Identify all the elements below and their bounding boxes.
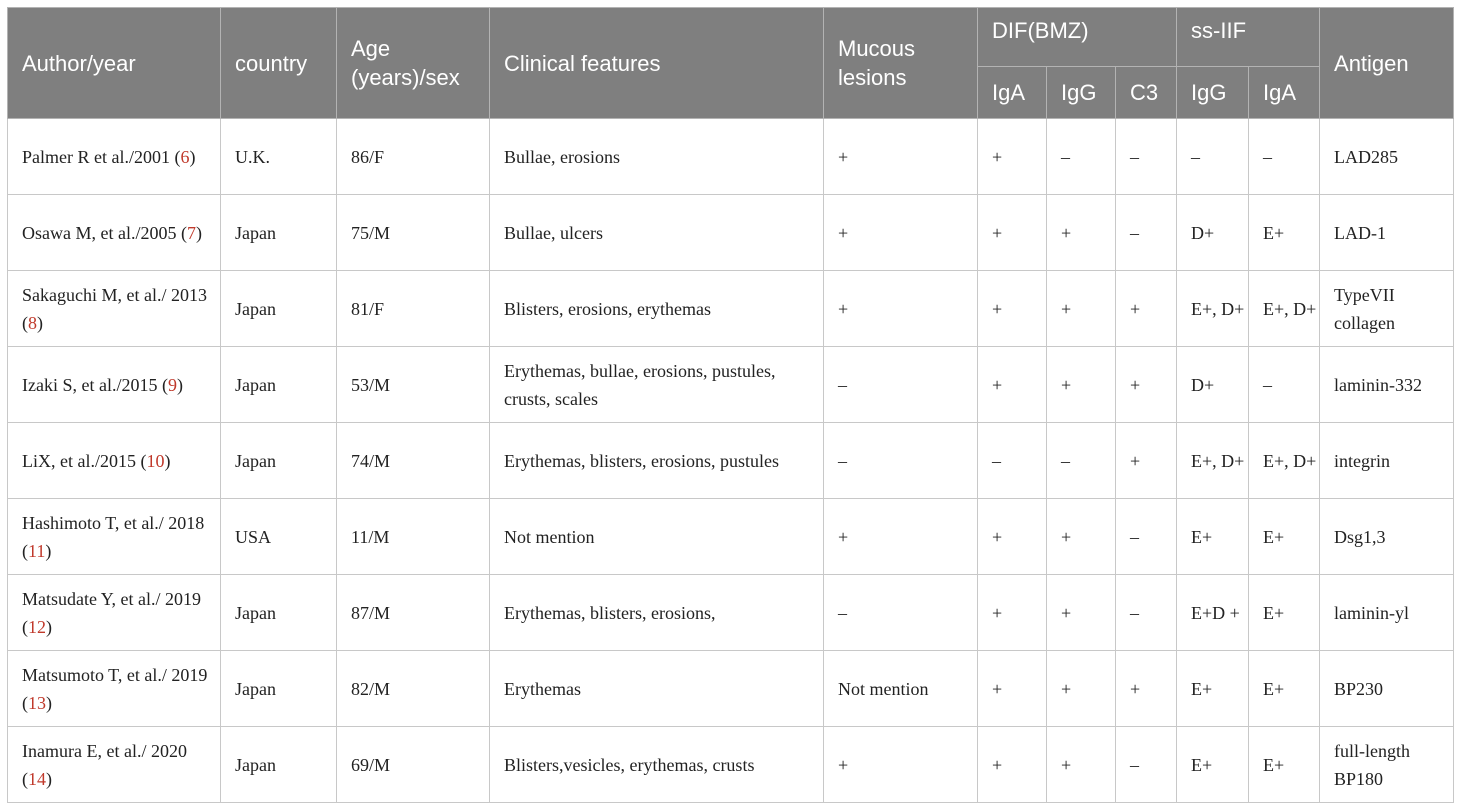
reference-link[interactable]: 8: [28, 312, 37, 333]
cell-antigen: laminin-yl: [1320, 575, 1454, 651]
cell-country: Japan: [221, 195, 337, 271]
cell-ss-iga: E+: [1249, 651, 1320, 727]
table-row: [8, 271, 1454, 347]
cell-antigen: LAD285: [1320, 119, 1454, 195]
reference-link[interactable]: 7: [186, 222, 196, 243]
header-clinical-features: Clinical features: [490, 8, 824, 119]
cell-ss-iga: E+: [1249, 575, 1320, 651]
cell-clinical: Bullae, ulcers: [490, 195, 824, 271]
cell-age: 81/F: [337, 271, 490, 347]
cell-ss-igg: –: [1177, 119, 1249, 195]
cell-country: U.K.: [221, 119, 337, 195]
cell-ss-iga: E+: [1249, 499, 1320, 575]
author-text-close: ): [46, 692, 52, 713]
case-table: [7, 7, 1454, 803]
cell-dif-igg: –: [1047, 423, 1116, 499]
cell-dif-iga: +: [978, 271, 1047, 347]
cell-dif-igg: +: [1047, 727, 1116, 803]
cell-dif-igg: +: [1047, 347, 1116, 423]
cell-antigen: integrin: [1320, 423, 1454, 499]
author-text-close: ): [45, 540, 52, 561]
cell-age: 11/M: [337, 499, 490, 575]
cell-dif-igg: +: [1047, 651, 1116, 727]
cell-dif-c3: –: [1116, 727, 1177, 803]
reference-link[interactable]: 6: [180, 146, 190, 167]
cell-author: [8, 347, 221, 423]
cell-dif-iga: +: [978, 651, 1047, 727]
header-dif-iga: IgA: [978, 67, 1047, 119]
reference-link[interactable]: 12: [28, 616, 46, 637]
cell-ss-iga: –: [1249, 347, 1320, 423]
cell-country: USA: [221, 499, 337, 575]
author-text-close: ): [46, 616, 52, 637]
header-ssiif-group: ss-IIF: [1177, 8, 1320, 67]
cell-mucous: Not mention: [824, 651, 978, 727]
cell-dif-iga: +: [978, 347, 1047, 423]
cell-age: 86/F: [337, 119, 490, 195]
cell-mucous: +: [824, 499, 978, 575]
cell-age: 75/M: [337, 195, 490, 271]
reference-link[interactable]: 10: [146, 450, 165, 471]
cell-ss-igg: E+: [1177, 651, 1249, 727]
cell-age: 53/M: [337, 347, 490, 423]
cell-ss-iga: –: [1249, 119, 1320, 195]
author-text: Inamura E, et al./ 2020 (: [22, 740, 187, 789]
cell-clinical: Erythemas, blisters, erosions,: [490, 575, 824, 651]
cell-author: [8, 575, 221, 651]
cell-dif-c3: +: [1116, 271, 1177, 347]
cell-author: [8, 195, 221, 271]
header-dif-igg: IgG: [1047, 67, 1116, 119]
cell-mucous: –: [824, 575, 978, 651]
author-text-close: ): [37, 312, 43, 333]
cell-mucous: +: [824, 271, 978, 347]
cell-clinical: Erythemas, blisters, erosions, pustules: [490, 423, 824, 499]
header-dif-c3: C3: [1116, 67, 1177, 119]
cell-ss-igg: D+: [1177, 195, 1249, 271]
cell-age: 74/M: [337, 423, 490, 499]
reference-link[interactable]: 9: [167, 374, 177, 395]
cell-country: Japan: [221, 423, 337, 499]
cell-dif-c3: +: [1116, 651, 1177, 727]
author-text: Matsudate Y, et al./ 2019 (: [22, 588, 201, 637]
cell-antigen: TypeVII collagen: [1320, 271, 1454, 347]
cell-mucous: +: [824, 119, 978, 195]
cell-dif-igg: –: [1047, 119, 1116, 195]
cell-ss-igg: E+D +: [1177, 575, 1249, 651]
cell-country: Japan: [221, 727, 337, 803]
cell-clinical: Blisters,vesicles, erythemas, crusts: [490, 727, 824, 803]
cell-clinical: Bullae, erosions: [490, 119, 824, 195]
cell-mucous: +: [824, 727, 978, 803]
cell-ss-igg: E+, D+: [1177, 271, 1249, 347]
cell-antigen: laminin-332: [1320, 347, 1454, 423]
author-text: Matsumoto T, et al./ 2019 (: [22, 664, 208, 713]
author-text-close: ): [189, 146, 196, 167]
table-row: [8, 423, 1454, 499]
author-text: LiX, et al./2015 (: [22, 450, 147, 471]
cell-dif-iga: +: [978, 727, 1047, 803]
author-text-close: ): [176, 374, 183, 395]
cell-age: 69/M: [337, 727, 490, 803]
header-ss-igg: IgG: [1177, 67, 1249, 119]
cell-author: [8, 727, 221, 803]
table-row: [8, 499, 1454, 575]
cell-author: [8, 651, 221, 727]
cell-ss-igg: D+: [1177, 347, 1249, 423]
author-text: Palmer R et al./2001 (: [22, 146, 181, 167]
cell-dif-igg: +: [1047, 499, 1116, 575]
cell-country: Japan: [221, 575, 337, 651]
cell-dif-igg: +: [1047, 575, 1116, 651]
author-text: Sakaguchi M, et al./ 2013 (: [22, 284, 207, 333]
cell-author: [8, 119, 221, 195]
cell-author: [8, 499, 221, 575]
cell-dif-c3: +: [1116, 423, 1177, 499]
author-text: Izaki S, et al./2015 (: [22, 374, 168, 395]
cell-ss-igg: E+: [1177, 499, 1249, 575]
cell-country: Japan: [221, 651, 337, 727]
reference-link[interactable]: 11: [28, 540, 46, 561]
table-row: [8, 195, 1454, 271]
cell-dif-iga: +: [978, 575, 1047, 651]
cell-country: Japan: [221, 271, 337, 347]
cell-ss-iga: E+, D+: [1249, 271, 1320, 347]
cell-ss-igg: E+, D+: [1177, 423, 1249, 499]
header-mucous-lesions: Mucous lesions: [824, 8, 978, 119]
cell-dif-iga: +: [978, 195, 1047, 271]
author-text: Hashimoto T, et al./ 2018 (: [22, 512, 205, 561]
cell-mucous: +: [824, 195, 978, 271]
header-author: Author/year: [8, 8, 221, 119]
cell-mucous: –: [824, 347, 978, 423]
cell-age: 82/M: [337, 651, 490, 727]
cell-dif-c3: +: [1116, 347, 1177, 423]
cell-dif-iga: +: [978, 499, 1047, 575]
cell-clinical: Erythemas, bullae, erosions, pustules, crusts, scales: [490, 347, 824, 423]
cell-dif-igg: +: [1047, 271, 1116, 347]
header-antigen: Antigen: [1320, 8, 1454, 119]
header-country: country: [221, 8, 337, 119]
reference-link[interactable]: 14: [28, 768, 46, 789]
header-ss-iga: IgA: [1249, 67, 1320, 119]
header-age: Age (years)/sex: [337, 8, 490, 119]
cell-antigen: BP230: [1320, 651, 1454, 727]
cell-ss-igg: E+: [1177, 727, 1249, 803]
cell-author: [8, 271, 221, 347]
table-row: [8, 727, 1454, 803]
cell-antigen: LAD-1: [1320, 195, 1454, 271]
cell-antigen: Dsg1,3: [1320, 499, 1454, 575]
cell-country: Japan: [221, 347, 337, 423]
reference-link[interactable]: 13: [28, 692, 46, 713]
author-text: Osawa M, et al./2005 (: [22, 222, 187, 243]
cell-mucous: –: [824, 423, 978, 499]
table-row: [8, 651, 1454, 727]
table-row: [8, 575, 1454, 651]
author-text-close: ): [46, 768, 52, 789]
cell-clinical: Erythemas: [490, 651, 824, 727]
cell-dif-c3: –: [1116, 119, 1177, 195]
cell-clinical: Not mention: [490, 499, 824, 575]
cell-ss-iga: E+: [1249, 727, 1320, 803]
table-row: [8, 119, 1454, 195]
header-dif-group: DIF(BMZ): [978, 8, 1177, 67]
cell-dif-c3: –: [1116, 575, 1177, 651]
table-row: [8, 347, 1454, 423]
cell-antigen: full-length BP180: [1320, 727, 1454, 803]
cell-ss-iga: E+, D+: [1249, 423, 1320, 499]
cell-author: [8, 423, 221, 499]
cell-dif-iga: +: [978, 119, 1047, 195]
cell-dif-c3: –: [1116, 195, 1177, 271]
cell-clinical: Blisters, erosions, erythemas: [490, 271, 824, 347]
cell-dif-c3: –: [1116, 499, 1177, 575]
author-text-close: ): [164, 450, 171, 471]
cell-age: 87/M: [337, 575, 490, 651]
cell-dif-igg: +: [1047, 195, 1116, 271]
cell-ss-iga: E+: [1249, 195, 1320, 271]
author-text-close: ): [195, 222, 202, 243]
cell-dif-iga: –: [978, 423, 1047, 499]
